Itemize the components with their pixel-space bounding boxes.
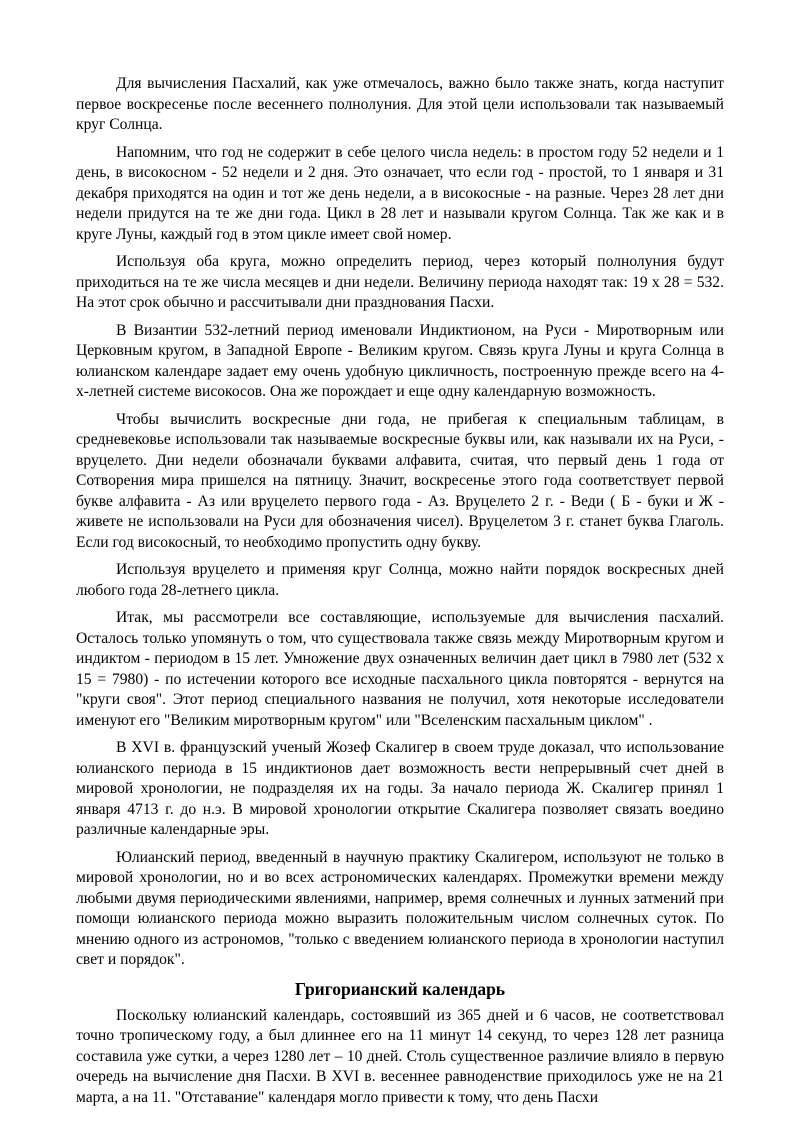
- paragraph-vrutseleto: Чтобы вычислить воскресные дни года, не прибегая к специальным таблицам, в средневековье использовали так называемые воскресные буквы или, как называли их на Руси, - вруцелето. Дни недели обозначали буквами алфавита, считая, что первый день 1 года от Сотворения мира пришелся на пятницу. Значит, воскресенье этого года соответствует первой букве алфавита - Аз или вруцелето первого года - Аз. Вруцелето 2 г. - Веди ( Б - буки и Ж - живете не использовали на Руси для обозначения чисел). Вруцелетом 3 г. станет буква Глаголь. Если год високосный, то необходимо пропустить одну букву.: [76, 410, 724, 551]
- paragraph-gregorian-intro: Поскольку юлианский календарь, состоявший из 365 дней и 6 часов, не соответствовал точно тропическому году, а был длиннее его на 11 минут 14 секунд, то через 128 лет разница составила уже сутки, а через 1280 лет – 10 дней. Столь существенное различие влияло в первую очередь на вычисление дня Пасхи. В XVI в. весеннее равноденствие приходилось уже не на 21 марта, а на 11. "Отставание" календаря могло привести к тому, что день Пасхи: [76, 1006, 724, 1106]
- paragraph-julian-period: Юлианский период, введенный в научную практику Скалигером, используют не только в мировой хронологии, но и во всех астрономических календарях. Промежутки времени между любыми двумя периодическими явлениями, например, время солнечных и лунных затмений при помощи юлианского периода можно выразить положительным числом солнечных суток. По мнению одного из астрономов, "только с введением юлианского периода в хронологии наступил свет и порядок".: [76, 848, 724, 968]
- paragraph-scaliger: В XVI в. французский ученый Жозеф Скалигер в своем труде доказал, что использование юлианского периода в 15 индиктионов дает возможность вести непрерывный счет дней в мировой хронологии, не подразделяя их на годы. За начало периода Ж. Скалигер принял 1 января 4713 г. до н.э. В мировой хронологии открытие Скалигера позволяет связать воедино различные календарные эры.: [76, 739, 724, 838]
- paragraph-indiction: В Византии 532-летний период именовали Индиктионом, на Руси - Миротворным или Церковным кругом, в Западной Европе - Великим кругом. Связь круга Луны и круга Солнца в юлианском календаре задает ему очень удобную цикличность, построенную прежде всего на 4-х-летней системе високосов. Она же порождает и еще одну календарную возможность.: [76, 321, 724, 400]
- paragraph-great-cycle: Итак, мы рассмотрели все составляющие, используемые для вычисления пасхалий. Осталось только упомянуть о том, что существовала также связь между Миротворным кругом и индиктом - периодом в 15 лет. Умножение двух означенных величин дает цикл в 7980 лет (532 x 15 = 7980) - по истечении которого все исходные пасхального цикла повторятся - вернутся на "круги своя". Этот период специального названия не получил, хотя некоторые исследователи именуют его "Великим миротворным кругом" или "Вселенским пасхальным циклом" .: [76, 609, 724, 729]
- paragraph-sunday-order: Используя вруцелето и применяя круг Солнца, можно найти порядок воскресных дней любого года 28-летнего цикла.: [76, 561, 724, 599]
- document-page: [76, 74, 724, 1115]
- section-heading: Григорианский календарь: [294, 978, 506, 999]
- paragraph-easter-sunday: Для вычисления Пасхалий, как уже отмечалось, важно было также знать, когда наступит первое воскресенье после весеннего полнолуния. Для этой цели использовали так называемый круг Солнца.: [76, 75, 724, 133]
- paragraph-weeks-in-year: Напомним, что год не содержит в себе целого числа недель: в простом году 52 недели и 1 день, в високосном - 52 недели и 2 дня. Это означает, что если год - простой, то 1 января и 31 декабря приходятся на один и тот же день недели, а в високосные - на разные. Через 28 лет дни недели придутся на те же дни года. Цикл в 28 лет и называли кругом Солнца. Так же как и в круге Луны, каждый год в этом цикле имеет свой номер.: [76, 143, 724, 243]
- paragraph-period-532: Используя оба круга, можно определить период, через который полнолуния будут приходиться на те же числа месяцев и дни недели. Величину периода находят так: 19 x 28 = 532. На этот срок обычно и рассчитывали дни празднования Пасхи.: [76, 253, 724, 311]
